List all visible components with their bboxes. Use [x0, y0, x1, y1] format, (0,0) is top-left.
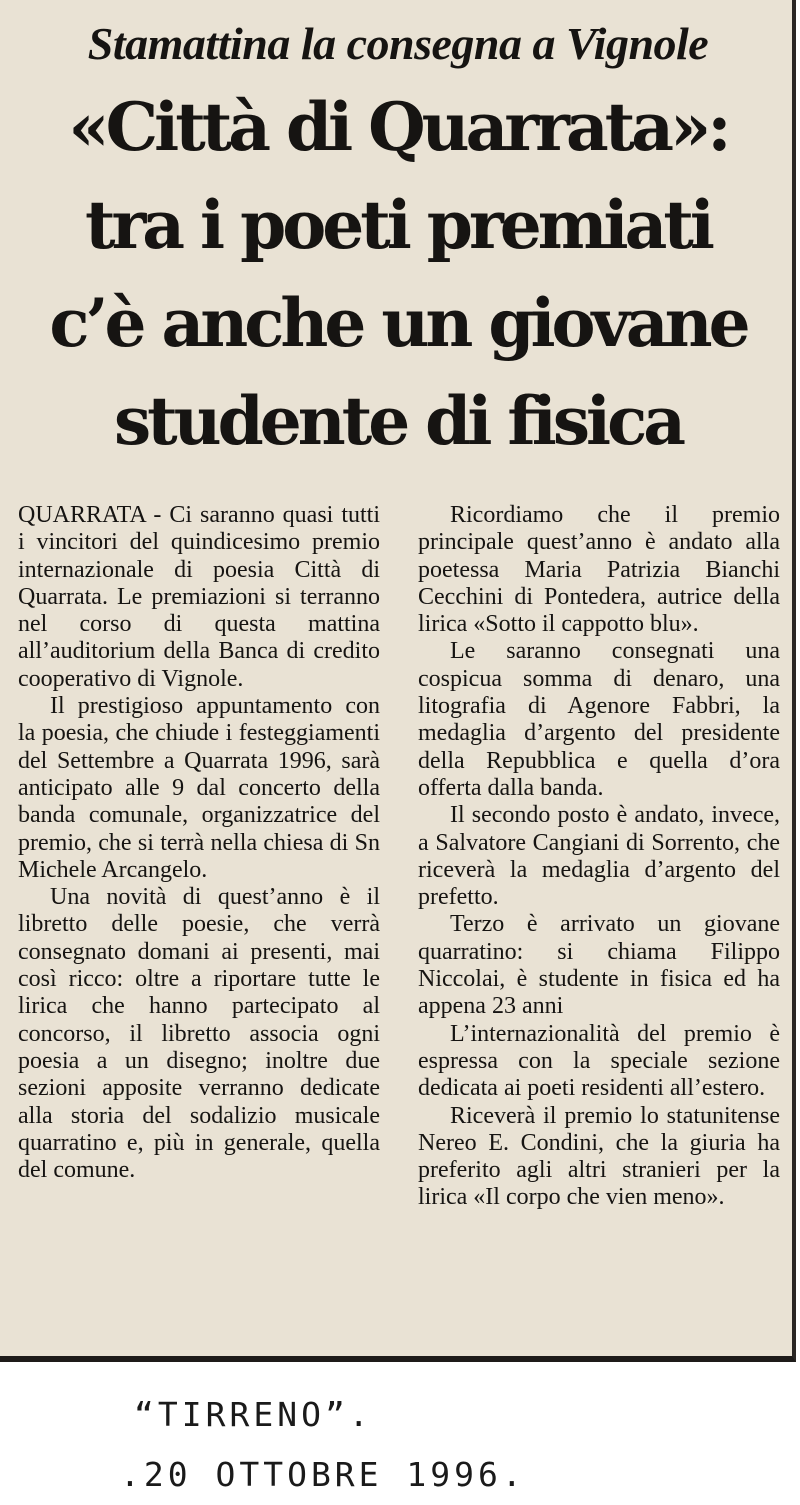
paragraph: Il secondo posto è andato, invece, a Salvatore Cangiani di Sorrento, che riceverà la medaglia d’argento del prefetto.	[418, 802, 780, 911]
paragraph: Riceverà il premio lo statunitense Nereo E. Condini, che la giuria ha preferito agli altri stranieri per la lirica «Il corpo che vien meno».	[418, 1102, 780, 1211]
paragraph: QUARRATA - Ci saranno quasi tutti i vincitori del quindicesimo premio internazionale di poesia Città di Quarrata. Le premiazioni si terranno nel corso di questa mattina all’auditorium della Banca di credito cooperativo di Vignole.	[18, 502, 380, 692]
headline-line: c’è anche un giovane	[49, 284, 747, 362]
paragraph: Il prestigioso appuntamento con la poesia, che chiude i festeggiamenti del Settembre a Quarrata 1996, sarà anticipato alle 9 dal concerto della banda comunale, organizzatrice del premio, che si terrà nella chiesa di Sn Michele Arcangelo.	[18, 693, 380, 883]
handwritten-annotation	[120, 1385, 640, 1505]
article-body	[18, 502, 780, 1342]
headline-line: tra i poeti premiati	[85, 186, 711, 264]
date-note: .20 OTTOBRE 1996.	[120, 1455, 526, 1494]
left-column	[18, 502, 380, 1184]
headline-line: «Città di Quarrata»:	[68, 88, 728, 166]
article-headline	[0, 78, 796, 470]
source-note: “TIRRENO”.	[134, 1395, 373, 1434]
right-column	[418, 502, 780, 1212]
paragraph: Una novità di quest’anno è il libretto delle poesie, che verrà consegnato domani ai presenti, mai così ricco: oltre a riportare tutte le lirica che hanno partecipato al concorso, il libretto associa ogni poesia a un disegno; inoltre due sezioni apposite verranno dedicate alla storia del sodalizio musicale quarratino e, più in generale, quella del comune.	[18, 884, 380, 1184]
headline-line: studente di fisica	[113, 382, 683, 460]
paragraph: L’internazionalità del premio è espressa con la speciale sezione dedicata ai poeti residenti all’estero.	[418, 1020, 780, 1102]
paragraph: Terzo è arrivato un giovane quarratino: si chiama Filippo Niccolai, è studente in fisica ed ha appena 23 anni	[418, 911, 780, 1020]
paragraph: Le saranno consegnati una cospicua somma di denaro, una litografia di Agenore Fabbri, la medaglia d’argento del presidente della Repubblica e quella d’ora offerta dalla banda.	[418, 638, 780, 801]
paragraph: Ricordiamo che il premio principale quest’anno è andato alla poetessa Maria Patrizia Bianchi Cecchini di Pontedera, autrice della lirica «Sotto il cappotto blu».	[418, 502, 780, 638]
article-kicker: Stamattina la consegna a Vignole	[87, 18, 709, 69]
